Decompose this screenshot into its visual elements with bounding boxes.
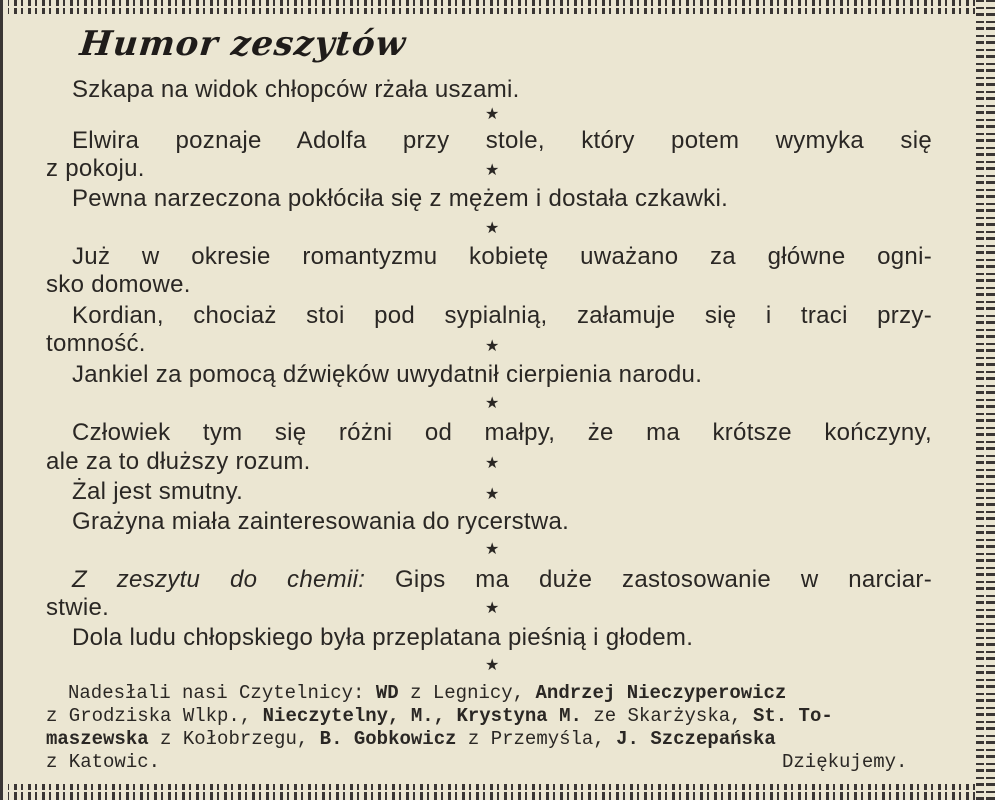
credits-line: z Katowic. [46,751,161,773]
entry-prefix: Z zeszytu do chemii: [72,566,366,593]
star-separator: ★ [485,455,500,472]
decorative-border-left [0,0,8,800]
star-separator: ★ [485,220,500,237]
entry-line: Już w okresie romantyzmu kobietę uważano za główne ogni- [72,243,932,270]
entry-line: sko domowe. [46,271,191,298]
credits-thanks: Dziękujemy. [782,751,908,773]
star-separator: ★ [485,162,500,179]
entry-text: Gips ma duże zastosowanie w narciar- [394,566,932,593]
entry-line: Szkapa na widok chłopców rżała uszami. [72,76,520,103]
article-title: Humor zeszytów [77,24,409,64]
decorative-border-right [976,0,995,800]
entry-line: Żal jest smutny. [72,478,244,505]
star-separator: ★ [485,657,500,674]
star-separator: ★ [485,486,500,503]
entry-line: Pewna narzeczona pokłóciła się z mężem i dostała czkawki. [72,185,729,212]
decorative-border-bottom [0,784,995,800]
star-separator: ★ [485,106,500,123]
entry-line: z pokoju. [46,155,145,182]
entry-line: tomność. [46,330,146,357]
credits-line: Nadesłali nasi Czytelnicy: WD z Legnicy, Andrzej Nieczyperowicz [68,682,787,704]
entry-line: ale za to dłuższy rozum. [46,448,311,475]
star-separator: ★ [485,541,500,558]
credits-line: z Grodziska Wlkp., Nieczytelny, M., Krystyna M. ze Skarżyska, St. To- [46,705,833,727]
star-separator: ★ [485,600,500,617]
decorative-border-top [0,0,995,14]
entry-line: Jankiel za pomocą dźwięków uwydatnił cierpienia narodu. [72,361,703,388]
entry-line: Elwira poznaje Adolfa przy stole, który potem wymyka się [72,127,932,154]
entry-line: Dola ludu chłopskiego była przeplatana pieśnią i głodem. [72,624,694,651]
star-separator: ★ [485,338,500,355]
star-separator: ★ [485,395,500,412]
entry-line [72,566,932,594]
entry-line: Grażyna miała zainteresowania do rycerstwa. [72,508,570,535]
entry-line: Człowiek tym się różni od małpy, że ma krótsze kończyny, [72,419,932,446]
credits-line: maszewska z Kołobrzegu, B. Gobkowicz z Przemyśla, J. Szczepańska [46,728,776,750]
entry-line: stwie. [46,594,110,621]
entry-line: Kordian, chociaż stoi pod sypialnią, załamuje się i traci przy- [72,302,932,329]
